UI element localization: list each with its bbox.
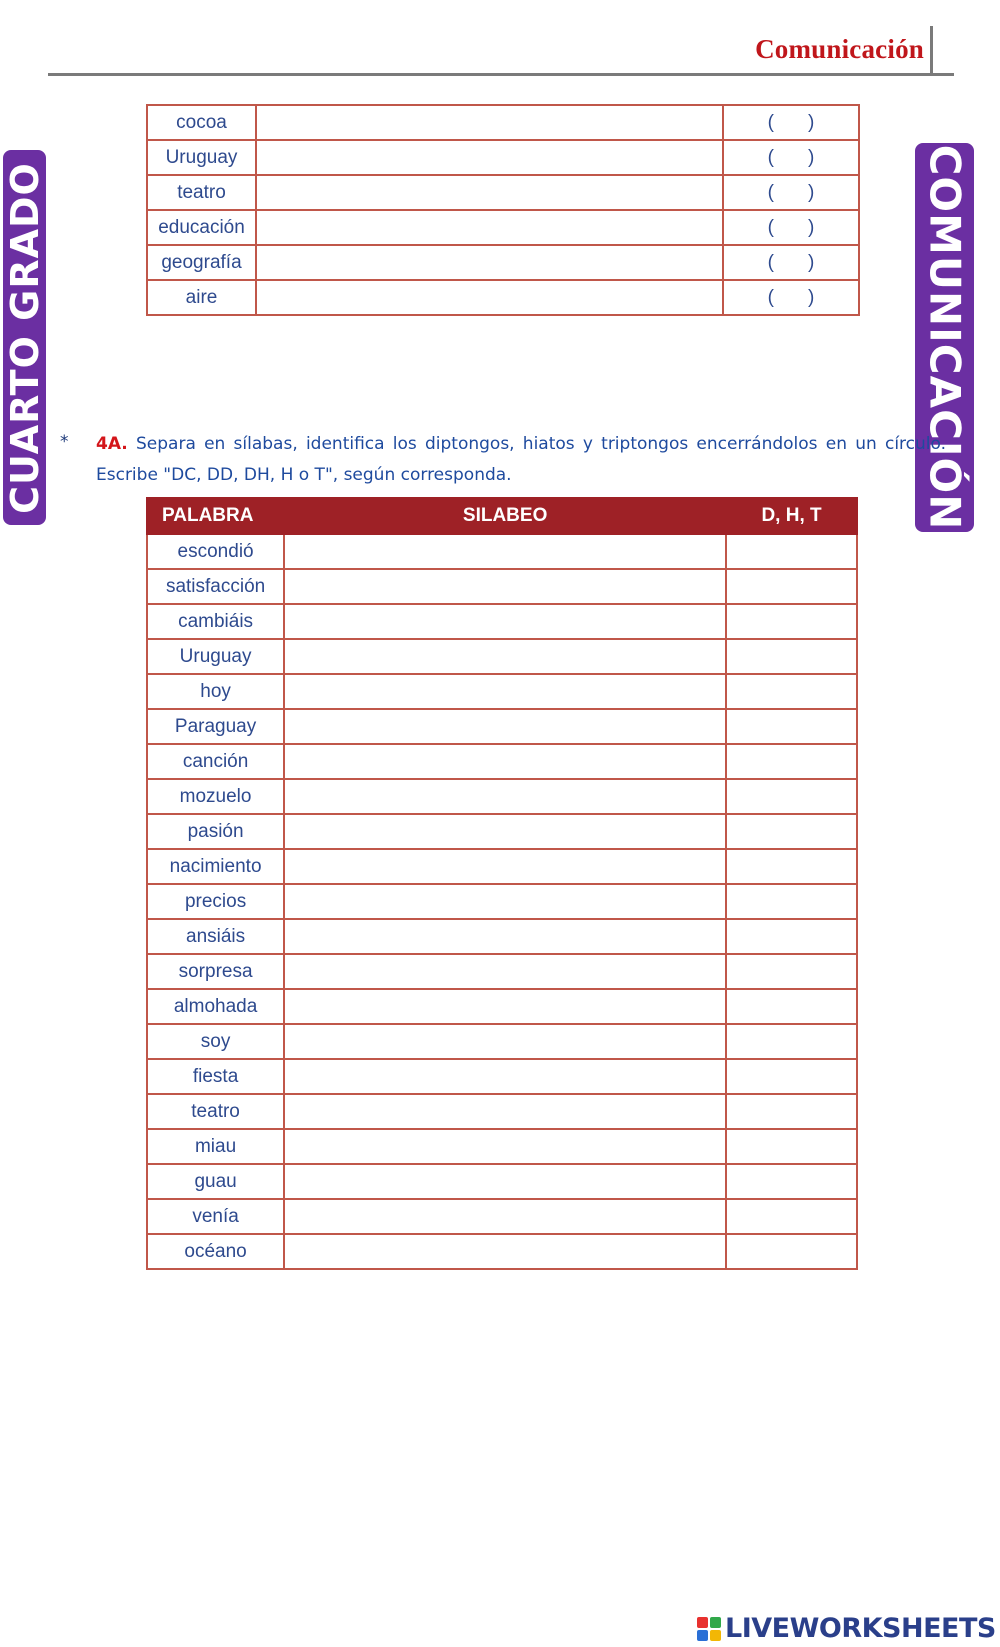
syllable-table-row	[147, 849, 857, 884]
word-cell: océano	[147, 1234, 284, 1269]
syllable-answer-cell[interactable]	[284, 849, 726, 884]
type-answer-cell[interactable]	[726, 639, 857, 674]
logo-square	[710, 1630, 721, 1641]
syllable-table-row	[147, 1059, 857, 1094]
close-paren: )	[808, 146, 815, 168]
syllable-answer-cell[interactable]	[284, 534, 726, 569]
syllable-answer-cell[interactable]	[284, 709, 726, 744]
syllable-answer-cell[interactable]	[284, 884, 726, 919]
table1-row	[147, 245, 859, 280]
table1-answer-cell[interactable]	[256, 280, 723, 315]
table1-word: Uruguay	[147, 140, 256, 175]
table1-row	[147, 280, 859, 315]
page-title: Comunicación	[755, 34, 924, 64]
syllable-answer-cell[interactable]	[284, 639, 726, 674]
syllable-table-row	[147, 1129, 857, 1164]
syllable-table-row	[147, 919, 857, 954]
instruction	[96, 429, 946, 491]
syllable-answer-cell[interactable]	[284, 674, 726, 709]
word-cell: sorpresa	[147, 954, 284, 989]
syllable-table-row	[147, 779, 857, 814]
header-dht: D, H, T	[726, 498, 857, 534]
type-answer-cell[interactable]	[726, 954, 857, 989]
side-label-grade-text: CUARTO GRADO	[2, 161, 47, 514]
syllable-answer-cell[interactable]	[284, 604, 726, 639]
type-answer-cell[interactable]	[726, 604, 857, 639]
word-cell: guau	[147, 1164, 284, 1199]
logo-text: LIVEWORKSHEETS	[725, 1613, 996, 1644]
table1-type-cell[interactable]	[723, 210, 859, 245]
close-paren: )	[808, 216, 815, 238]
side-label-grade	[3, 150, 46, 525]
word-cell: Paraguay	[147, 709, 284, 744]
word-cell: Uruguay	[147, 639, 284, 674]
table1-answer-cell[interactable]	[256, 245, 723, 280]
word-cell: teatro	[147, 1094, 284, 1129]
syllable-answer-cell[interactable]	[284, 779, 726, 814]
word-cell: hoy	[147, 674, 284, 709]
syllable-table-header	[147, 498, 857, 534]
open-paren: (	[767, 111, 774, 133]
syllable-table-row	[147, 1094, 857, 1129]
type-answer-cell[interactable]	[726, 779, 857, 814]
table1-row	[147, 105, 859, 140]
syllable-answer-cell[interactable]	[284, 744, 726, 779]
close-paren: )	[808, 111, 815, 133]
syllable-table-row	[147, 989, 857, 1024]
type-answer-cell[interactable]	[726, 884, 857, 919]
syllable-answer-cell[interactable]	[284, 1234, 726, 1269]
open-paren: (	[767, 181, 774, 203]
logo-square	[697, 1617, 708, 1628]
liveworksheets-logo	[697, 1613, 996, 1644]
header-divider	[930, 26, 933, 74]
table1-row	[147, 210, 859, 245]
close-paren: )	[808, 181, 815, 203]
word-cell: soy	[147, 1024, 284, 1059]
type-answer-cell[interactable]	[726, 849, 857, 884]
word-cell: mozuelo	[147, 779, 284, 814]
type-answer-cell[interactable]	[726, 919, 857, 954]
table1-type-cell[interactable]	[723, 280, 859, 315]
header-rule	[48, 73, 954, 76]
syllable-answer-cell[interactable]	[284, 569, 726, 604]
open-paren: (	[767, 216, 774, 238]
type-answer-cell[interactable]	[726, 989, 857, 1024]
syllable-table-row	[147, 674, 857, 709]
syllable-table-row	[147, 744, 857, 779]
table1-answer-cell[interactable]	[256, 105, 723, 140]
table1-type-cell[interactable]	[723, 105, 859, 140]
word-cell: escondió	[147, 534, 284, 569]
type-answer-cell[interactable]	[726, 1164, 857, 1199]
syllable-table-row	[147, 1234, 857, 1269]
syllable-table-row	[147, 604, 857, 639]
syllable-answer-cell[interactable]	[284, 989, 726, 1024]
header-silabeo: SILABEO	[284, 498, 726, 534]
table1-word: teatro	[147, 175, 256, 210]
type-answer-cell[interactable]	[726, 1234, 857, 1269]
instruction-number: 4A.	[96, 434, 128, 454]
table1-row	[147, 140, 859, 175]
syllable-table-row	[147, 884, 857, 919]
logo-square	[710, 1617, 721, 1628]
syllable-answer-cell[interactable]	[284, 1164, 726, 1199]
syllable-table-row	[147, 1024, 857, 1059]
open-paren: (	[767, 286, 774, 308]
syllable-table-row	[147, 1164, 857, 1199]
table1-type-cell[interactable]	[723, 175, 859, 210]
syllable-answer-cell[interactable]	[284, 1024, 726, 1059]
type-answer-cell[interactable]	[726, 674, 857, 709]
syllable-table	[146, 497, 858, 1270]
syllable-table-row	[147, 709, 857, 744]
syllable-answer-cell[interactable]	[284, 1129, 726, 1164]
word-cell: precios	[147, 884, 284, 919]
word-cell: canción	[147, 744, 284, 779]
syllable-answer-cell[interactable]	[284, 814, 726, 849]
word-cell: ansiáis	[147, 919, 284, 954]
logo-square	[697, 1630, 708, 1641]
syllable-table-row	[147, 1199, 857, 1234]
syllable-answer-cell[interactable]	[284, 919, 726, 954]
open-paren: (	[767, 146, 774, 168]
word-cell: almohada	[147, 989, 284, 1024]
words-table-1	[146, 104, 860, 316]
table1-answer-cell[interactable]	[256, 175, 723, 210]
syllable-table-row	[147, 569, 857, 604]
syllable-answer-cell[interactable]	[284, 1059, 726, 1094]
syllable-answer-cell[interactable]	[284, 1199, 726, 1234]
table1-answer-cell[interactable]	[256, 140, 723, 175]
type-answer-cell[interactable]	[726, 814, 857, 849]
table1-word: educación	[147, 210, 256, 245]
type-answer-cell[interactable]	[726, 569, 857, 604]
word-cell: miau	[147, 1129, 284, 1164]
word-cell: cambiáis	[147, 604, 284, 639]
syllable-table-row	[147, 814, 857, 849]
table1-word: cocoa	[147, 105, 256, 140]
word-cell: satisfacción	[147, 569, 284, 604]
word-cell: pasión	[147, 814, 284, 849]
table1-word: geografía	[147, 245, 256, 280]
table1-type-cell[interactable]	[723, 245, 859, 280]
word-cell: fiesta	[147, 1059, 284, 1094]
syllable-answer-cell[interactable]	[284, 1094, 726, 1129]
syllable-table-row	[147, 639, 857, 674]
table1-type-cell[interactable]	[723, 140, 859, 175]
table1-answer-cell[interactable]	[256, 210, 723, 245]
table1-row	[147, 175, 859, 210]
instruction-text: Separa en sílabas, identifica los diptongos, hiatos y triptongos encerrándolos en un círculo. Escribe "DC, DD, DH, H o T", según corresponda.	[96, 434, 947, 485]
type-answer-cell[interactable]	[726, 1199, 857, 1234]
close-paren: )	[808, 251, 815, 273]
instruction-bullet: *	[60, 432, 69, 452]
logo-squares-icon	[697, 1617, 721, 1641]
header-palabra: PALABRA	[147, 498, 284, 534]
word-cell: venía	[147, 1199, 284, 1234]
syllable-table-row	[147, 954, 857, 989]
syllable-answer-cell[interactable]	[284, 954, 726, 989]
type-answer-cell[interactable]	[726, 1094, 857, 1129]
type-answer-cell[interactable]	[726, 1024, 857, 1059]
type-answer-cell[interactable]	[726, 709, 857, 744]
word-cell: nacimiento	[147, 849, 284, 884]
type-answer-cell[interactable]	[726, 534, 857, 569]
type-answer-cell[interactable]	[726, 1059, 857, 1094]
type-answer-cell[interactable]	[726, 1129, 857, 1164]
syllable-table-row	[147, 534, 857, 569]
close-paren: )	[808, 286, 815, 308]
type-answer-cell[interactable]	[726, 744, 857, 779]
open-paren: (	[767, 251, 774, 273]
table1-word: aire	[147, 280, 256, 315]
side-label-subject-text: COMUNICACIÓN	[920, 144, 969, 531]
